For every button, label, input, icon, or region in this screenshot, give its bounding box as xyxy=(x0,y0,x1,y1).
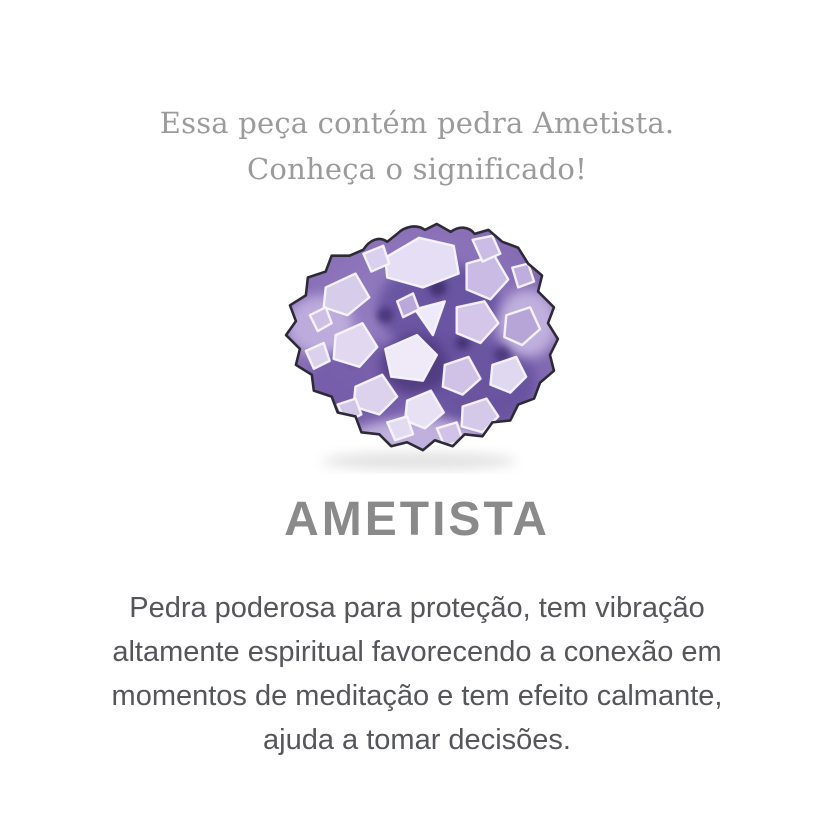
description-line-2: altamente espiritual favorecendo a conexão em xyxy=(112,636,722,668)
description-line-4: ajuda a tomar decisões. xyxy=(263,724,571,756)
stone-shadow xyxy=(322,452,516,470)
intro-line-2: Conheça o significado! xyxy=(247,152,587,186)
intro-text xyxy=(0,0,834,192)
amethyst-stone-illustration xyxy=(267,216,567,474)
description-line-3: momentos de meditação e tem efeito calmante, xyxy=(111,680,723,712)
description-line-1: Pedra poderosa para proteção, tem vibração xyxy=(129,592,705,624)
gem-title: AMETISTA xyxy=(284,493,550,546)
amethyst-stone-svg xyxy=(267,216,567,474)
intro-line-1: Essa peça contém pedra Ametista. xyxy=(159,106,675,140)
gem-description xyxy=(0,586,834,762)
